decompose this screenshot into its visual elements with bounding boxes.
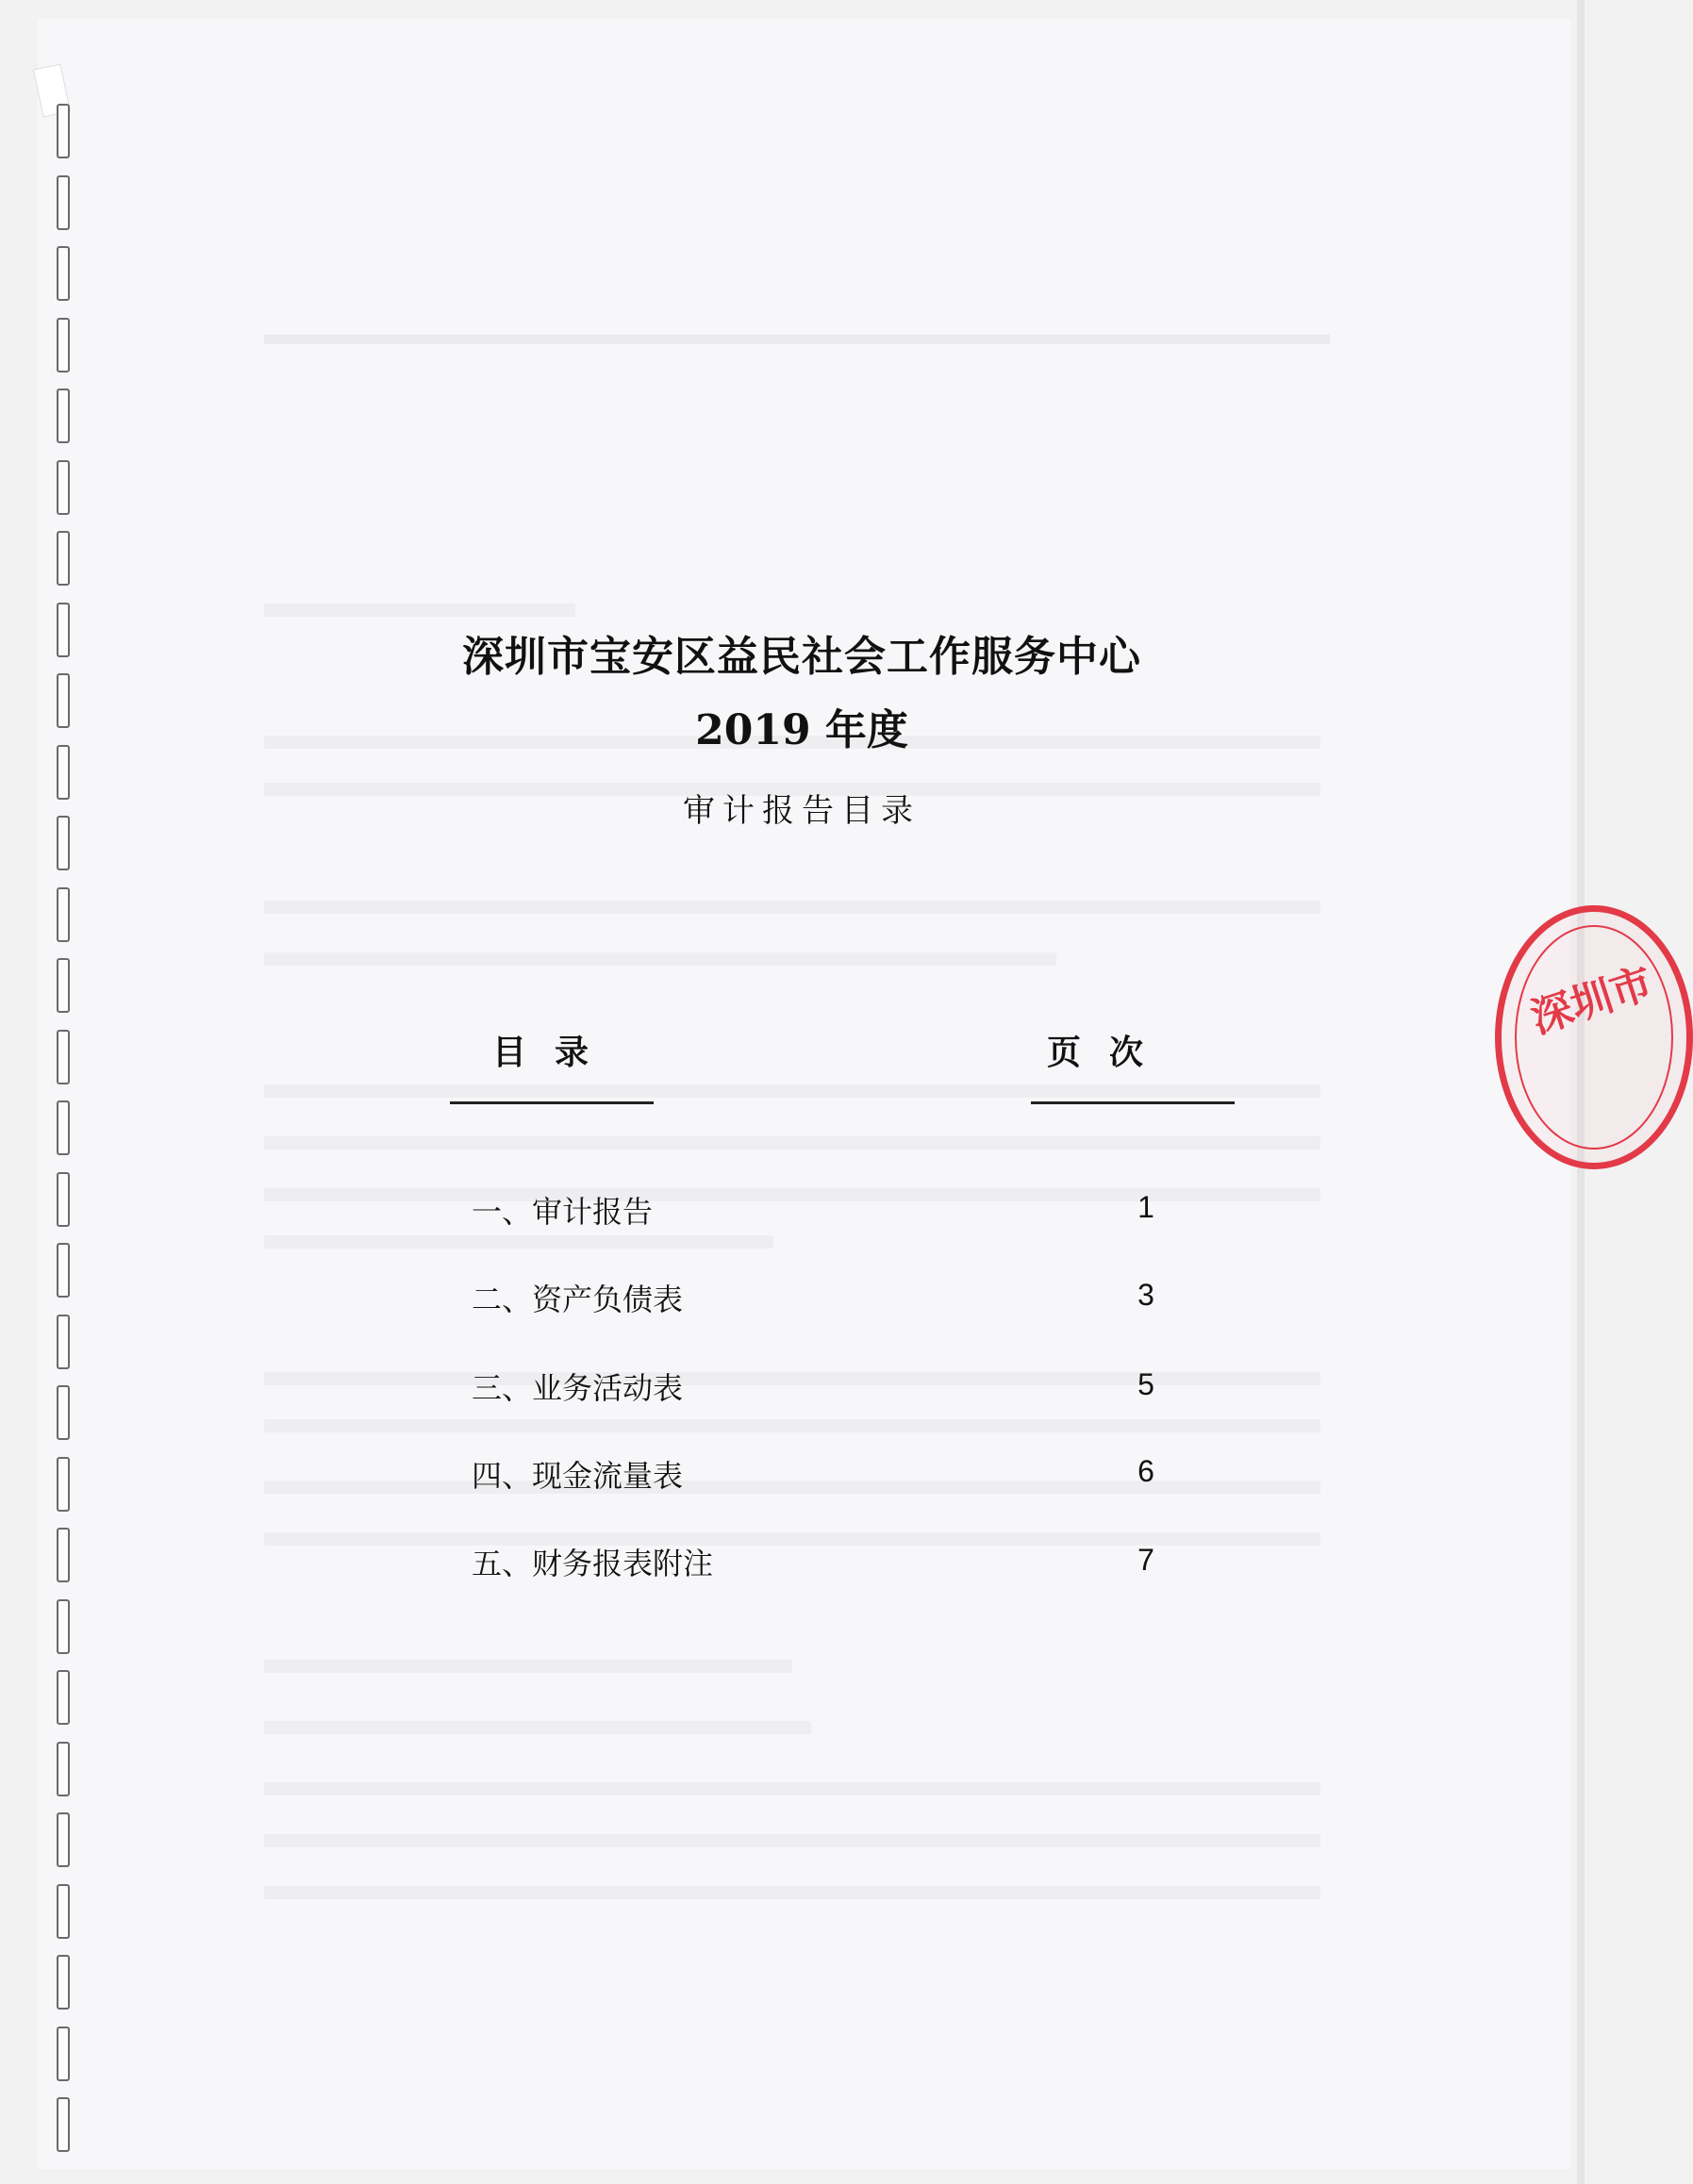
binding-hole	[57, 460, 70, 515]
header-underline	[450, 1101, 654, 1104]
binding-hole	[57, 1100, 70, 1155]
toc-item-balance-sheet: 二、资产负债表	[472, 1282, 684, 1317]
binding-hole	[57, 531, 70, 586]
binding-hole	[57, 318, 70, 372]
bleed-through-mark	[264, 1235, 773, 1249]
bleed-through-mark	[264, 1834, 1320, 1847]
report-year: 2019 年度	[695, 706, 908, 754]
binding-hole	[57, 2097, 70, 2152]
official-seal	[1495, 905, 1693, 1169]
toc-item-notes: 五、财务报表附注	[472, 1546, 714, 1581]
toc-item-activity-statement: 三、业务活动表	[472, 1370, 684, 1406]
toc-header-contents: 目录	[492, 1033, 618, 1072]
organization-name: 深圳市宝安区益民社会工作服务中心	[462, 633, 1141, 681]
bleed-through-mark	[264, 1660, 792, 1673]
toc-page-number: 3	[1137, 1278, 1154, 1312]
bleed-through-mark	[264, 604, 575, 617]
bleed-through-mark	[264, 1084, 1320, 1098]
bleed-through-mark	[264, 335, 1330, 344]
binding-hole	[57, 246, 70, 301]
binding-hole	[57, 389, 70, 443]
binding-hole	[57, 887, 70, 942]
binding-hole	[57, 958, 70, 1013]
toc-header-page: 页次	[1047, 1033, 1172, 1072]
toc-page-number: 7	[1137, 1543, 1154, 1577]
toc-item-cash-flow: 四、现金流量表	[472, 1458, 684, 1494]
binding-hole	[57, 1884, 70, 1939]
binding-holes	[49, 104, 77, 2159]
binding-hole	[57, 1670, 70, 1725]
binding-hole	[57, 1528, 70, 1582]
binding-hole	[57, 1599, 70, 1654]
binding-hole	[57, 1315, 70, 1369]
binding-hole	[57, 104, 70, 158]
toc-page-number: 6	[1137, 1454, 1154, 1488]
bleed-through-mark	[264, 1782, 1320, 1795]
binding-hole	[57, 1030, 70, 1084]
binding-hole	[57, 1457, 70, 1512]
bleed-through-mark	[264, 1886, 1320, 1899]
binding-hole	[57, 175, 70, 230]
bleed-through-mark	[264, 1419, 1320, 1432]
bleed-through-mark	[264, 901, 1320, 914]
binding-hole	[57, 1955, 70, 2010]
toc-item-audit-report: 一、审计报告	[472, 1194, 654, 1230]
binding-hole	[57, 1243, 70, 1298]
toc-page-number: 5	[1137, 1367, 1154, 1401]
bleed-through-mark	[264, 1136, 1320, 1150]
toc-page-number: 1	[1137, 1190, 1154, 1224]
report-title: 审计报告目录	[683, 792, 921, 830]
header-underline	[1031, 1101, 1235, 1104]
binding-hole	[57, 1385, 70, 1440]
binding-hole	[57, 1812, 70, 1867]
binding-hole	[57, 1172, 70, 1227]
seal-text: 深圳市	[1525, 958, 1659, 1044]
bleed-through-mark	[264, 1721, 811, 1734]
binding-hole	[57, 1742, 70, 1796]
bleed-through-mark	[264, 952, 1056, 966]
binding-hole	[57, 2027, 70, 2081]
